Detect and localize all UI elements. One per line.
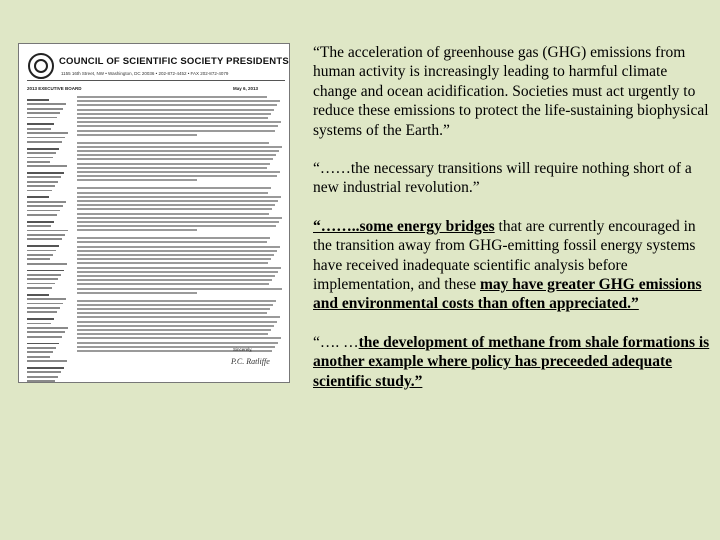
letter-closing: Sincerely, — [233, 347, 253, 352]
quote-emphasis: “……..some energy bridges — [313, 217, 495, 235]
letter-thumbnail — [18, 43, 290, 383]
quote-text: that are currently encouraged in the transition away from GHG-emitting fossil energy systems have received inadequate scientific analysis before implementation, and these — [313, 217, 696, 294]
quote-paragraph — [313, 159, 713, 198]
quote-paragraph — [313, 217, 713, 314]
quote-text: “The acceleration of greenhouse gas (GHG) emissions from human activity is increasingly leading to harmful climate change and ocean acidification. Societies must act urgently to reduce these emissions to protect the life-sustaining biophysical systems of the Earth.” — [313, 44, 709, 139]
letter-date: May 6, 2013 — [233, 86, 259, 91]
executive-board-heading: 2013 EXECUTIVE BOARD — [27, 86, 82, 91]
quote-paragraph — [313, 333, 713, 391]
quote-text: “……the necessary transitions will require nothing short of a new industrial revolution.” — [313, 160, 692, 197]
letterhead-divider — [27, 80, 285, 81]
letterhead-address: 1155 16th Street, NW • Washington, DC 20036 • 202-872-4452 • FAX 202-872-4079 — [61, 71, 229, 76]
executive-board-list — [27, 94, 69, 382]
quote-list — [313, 43, 713, 410]
quote-text: “…. … — [313, 333, 359, 351]
letter-body — [77, 96, 283, 346]
signature: P.C. Ratliffe — [231, 357, 270, 366]
quote-paragraph — [313, 43, 713, 140]
society-logo-icon — [28, 53, 54, 79]
quote-emphasis: the development of methane from shale formations is another example where policy has preceeded adequate scientific study.” — [313, 333, 710, 390]
quote-emphasis: may have greater GHG emissions and environmental costs than often appreciated.” — [313, 276, 702, 313]
letterhead-title: COUNCIL OF SCIENTIFIC SOCIETY PRESIDENTS — [59, 56, 289, 67]
